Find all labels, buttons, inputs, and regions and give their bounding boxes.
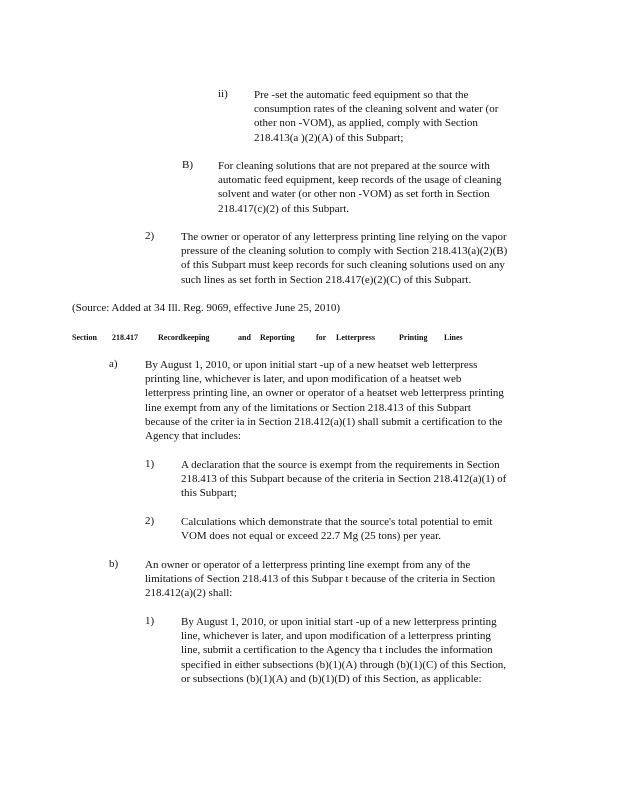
text-line: For cleaning solutions that are not prepared at the source with [218,160,490,172]
item-b-text [145,558,495,601]
item-label-b: b) [109,558,119,570]
text-line: By August 1, 2010, or upon initial start -up of a new letterpress printing [181,616,497,628]
text-line: (Source: Added at 34 Ill. Reg. 9069, effective June 25, 2010) [72,302,341,314]
item-label-2: 2) [145,230,155,242]
text-line: this Subpart; [181,487,237,500]
heading-word: Lines [444,333,463,342]
section-heading [72,333,492,345]
text-line: A declaration that the source is exempt from the requirements in Section [181,459,500,471]
item-label-a: a) [109,358,118,370]
item-label-ii: ii) [218,88,228,100]
text-line: pressure of the cleaning solution to comply with Section 218.413(a)(2)(B) [181,245,508,258]
item-2-text [181,230,507,287]
text-line: because of the criter ia in Section 218.412(a)(1) shall submit a certification to the [145,415,503,428]
item-label-a2: 2) [145,515,155,527]
text-line: 218.412(a)(2) shall: [145,587,233,600]
text-line: consumption rates of the cleaning solvent and water (or [254,103,499,116]
text-line: 218.413(a )(2)(A) of this Subpart; [254,131,404,144]
item-label-b1: 1) [145,615,155,627]
text-line: Agency that includes: [145,429,241,442]
heading-word: Letterpress [336,333,375,342]
item-a-text [145,358,504,443]
item-a1-text [181,458,506,501]
heading-word: Recordkeeping [158,333,210,342]
text-line: line, submit a certification to the Agency tha t includes the information [181,644,493,657]
heading-word: Reporting [260,333,295,342]
text-line: or subsections (b)(1)(A) and (b)(1)(D) of this Section, as applicable: [181,672,482,685]
text-line: letterpress printing line, an owner or operator of a heatset web letterpress printing [145,387,504,400]
item-label-a1: 1) [145,458,155,470]
text-line: The owner or operator of any letterpress printing line relying on the vapor [181,231,507,243]
text-line: other non -VOM), as applied, comply with Section [254,117,478,130]
item-ii-text [254,88,498,145]
item-b1-text [181,615,506,686]
item-B-text [218,159,501,216]
source-note [72,301,340,315]
text-line: automatic feed equipment, keep records of the usage of cleaning [218,174,502,187]
heading-word: and [238,333,251,342]
text-line: VOM does not equal or exceed 22.7 Mg (25 tons) per year. [181,530,441,543]
heading-section-number: 218.417 [112,333,138,342]
heading-section-word: Section [72,333,97,342]
text-line: line exempt from any of the limitations or Section 218.413 of this Subpart [145,401,471,414]
text-line: line, whichever is later, and upon modification of a letterpress printing [181,630,491,643]
heading-word: for [316,333,327,342]
text-line: limitations of Section 218.413 of this Subpar t because of the criteria in Section [145,573,496,586]
text-line: specified in either subsections (b)(1)(A) through (b)(1)(C) of this Section, [181,658,507,671]
text-line: Calculations which demonstrate that the source's total potential to emit [181,516,493,528]
heading-word: Printing [399,333,428,342]
text-line: By August 1, 2010, or upon initial start -up of a new heatset web letterpress [145,359,478,371]
text-line: 218.413 of this Subpart because of the criteria in Section 218.412(a)(1) of [181,473,507,486]
text-line: Pre -set the automatic feed equipment so that the [254,89,469,101]
text-line: 218.417(c)(2) of this Subpart. [218,202,350,215]
text-line: printing line, whichever is later, and upon modification of a heatset web [145,373,462,386]
text-line: such lines as set forth in Section 218.417(e)(2)(C) of this Subpart. [181,273,472,286]
text-line: of this Subpart must keep records for such cleaning solutions used on any [181,259,505,272]
text-line: An owner or operator of a letterpress printing line exempt from any of the [145,559,471,571]
item-label-B: B) [182,159,193,171]
text-line: solvent and water (or other non -VOM) as set forth in Section [218,188,490,201]
item-a2-text [181,515,492,543]
